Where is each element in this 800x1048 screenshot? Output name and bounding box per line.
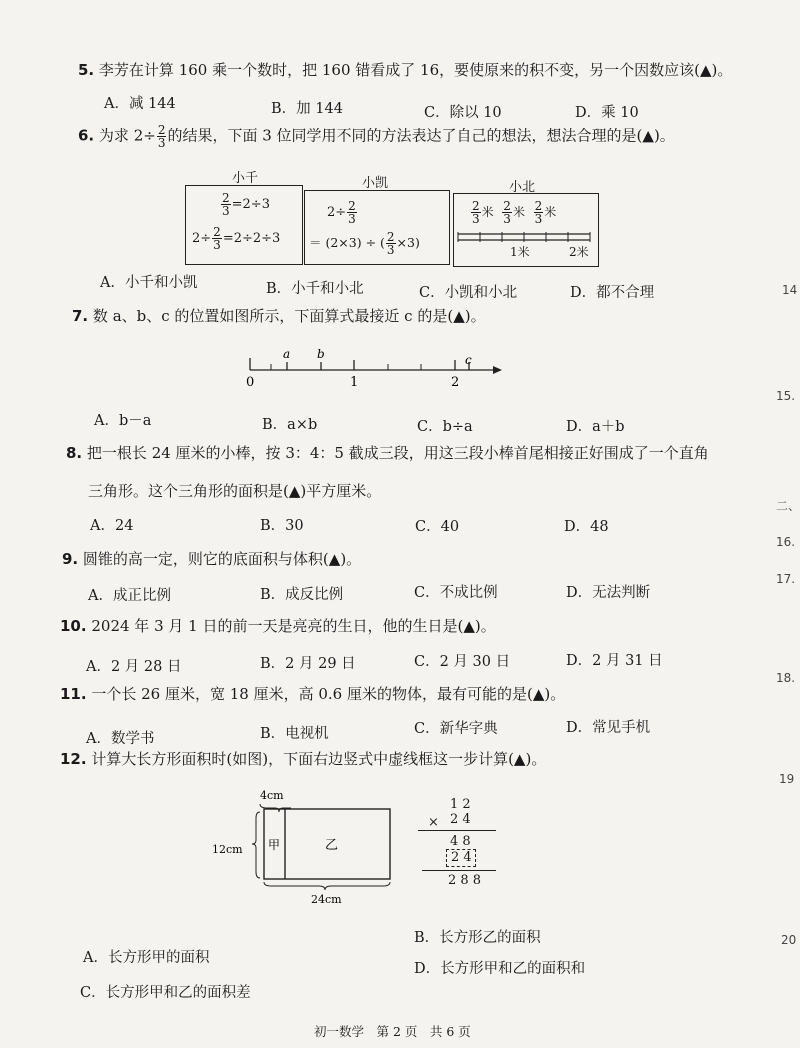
question-number: 12.: [60, 750, 87, 768]
mult-row-4: 2 4: [451, 850, 472, 865]
option-c: C．40: [415, 519, 460, 535]
question-number: 11.: [60, 685, 87, 703]
question-text: 计算大长方形面积时(如图)，下面右边竖式中虚线框这一步计算(: [91, 750, 514, 768]
option-d: D．48: [564, 519, 609, 535]
question-7: [72, 305, 486, 326]
question-number: 8.: [66, 444, 83, 462]
option-a: A．数学书: [86, 731, 155, 747]
question-10: [60, 615, 496, 636]
question-9: [62, 548, 361, 569]
margin-mark: 19: [779, 772, 795, 786]
page-footer: 初一数学 第 2 页 共 6 页: [314, 1024, 471, 1039]
question-text: 李芳在计算 160 乘一个数时，把 160 错看成了 16，要使原来的积不变，另一个因数应该(: [98, 61, 700, 79]
option-c: C．长方形甲和乙的面积差: [80, 985, 251, 1001]
option-b: B．a×b: [262, 417, 318, 433]
tick-label-2: 2: [451, 375, 460, 390]
point-a-label: a: [283, 347, 291, 361]
xiaobei-scale-1m: 1米: [510, 245, 530, 259]
margin-mark: 15.: [776, 389, 796, 403]
tick-label-1: 1: [350, 375, 359, 390]
option-d: D．常见手机: [566, 720, 651, 736]
question-text: 的结果，下面 3 位同学用不同的方法表达了自己的想法，想法合理的是(: [167, 126, 643, 145]
option-b: B．30: [260, 518, 304, 534]
mult-row-5: 2 8 8: [448, 873, 482, 888]
question-11: [60, 683, 565, 704]
xiaokai-box: [304, 190, 450, 265]
question-number: 10.: [60, 617, 87, 635]
option-b: B．成反比例: [260, 587, 344, 603]
margin-mark: 20: [781, 933, 797, 947]
option-a: A．b－a: [94, 413, 152, 429]
answer-mark: ▲: [328, 550, 341, 568]
option-c: C．b÷a: [417, 419, 473, 435]
box-title-xiaokai: 小凯: [362, 176, 389, 191]
xiaokai-line-1: 2÷ $\frac{2}{3}$: [327, 199, 356, 226]
option-a: A．成正比例: [88, 588, 171, 604]
option-c: C．不成比例: [414, 585, 498, 601]
option-c: C．小凯和小北: [419, 285, 518, 301]
point-b-label: b: [317, 347, 325, 361]
tick-label-0: 0: [246, 375, 255, 390]
label-yi: 乙: [325, 838, 339, 853]
label-jia: 甲: [268, 838, 281, 852]
mult-line-1: [418, 830, 496, 831]
box-title-xiaoqian: 小千: [232, 171, 259, 186]
label-12cm: 12cm: [212, 843, 243, 856]
question-text-end: )。: [340, 550, 362, 568]
question-number: 5.: [78, 61, 95, 79]
label-4cm: 4cm: [260, 789, 284, 802]
answer-mark: ▲: [453, 307, 465, 325]
question-12: [60, 748, 546, 769]
option-b: B．2 月 29 日: [260, 656, 356, 672]
option-d: D．乘 10: [575, 105, 639, 121]
question-6: [78, 124, 675, 149]
question-text: 圆锥的高一定，则它的底面积与体积(: [82, 550, 329, 568]
answer-mark: ▲: [642, 126, 654, 145]
option-a: A．小千和小凯: [100, 275, 198, 291]
option-b: B．电视机: [260, 726, 329, 742]
question-text: 2024 年 3 月 1 日的前一天是亮亮的生日，他的生日是(: [91, 617, 464, 635]
option-b: B．长方形乙的面积: [414, 930, 541, 946]
xiaobei-box: [453, 193, 599, 267]
question-5: [78, 59, 732, 80]
xiaobei-segments: $\frac{2}{3}$ 米 $\frac{2}{3}$ 米 $\frac{2}{3}$ 米: [472, 199, 557, 226]
option-d: D．都不合理: [570, 285, 655, 301]
mult-sign: ×: [428, 815, 439, 830]
box-title-xiaobei: 小北: [509, 180, 536, 195]
margin-mark: 二、: [776, 499, 800, 513]
margin-mark: 17.: [776, 572, 796, 586]
mult-row-1: 1 2: [450, 797, 471, 812]
question-text-end: )。: [474, 617, 496, 635]
question-text-end: )。: [653, 126, 675, 145]
option-d: D．无法判断: [566, 585, 651, 601]
answer-mark: ▲: [463, 617, 475, 635]
question-text-end: )。: [711, 61, 733, 79]
question-number: 7.: [72, 307, 89, 325]
q7-number-line: [240, 344, 510, 390]
option-c: C．新华字典: [414, 721, 498, 737]
answer-mark: ▲: [532, 685, 545, 703]
option-a: A．长方形甲的面积: [83, 950, 210, 966]
question-8-line-2: 三角形。这个三角形的面积是(▲)平方厘米。: [88, 482, 382, 500]
fraction: $\frac{2}{3}$: [157, 123, 166, 150]
question-number: 9.: [62, 550, 79, 568]
answer-mark: ▲: [513, 750, 526, 768]
question-text: 数 a、b、c 的位置如图所示，下面算式最接近 c 的是(: [92, 307, 454, 325]
question-number: 6.: [78, 126, 95, 145]
question-8: [66, 442, 709, 463]
margin-mark: 14: [782, 283, 798, 297]
option-d: D．2 月 31 日: [566, 653, 663, 669]
vertical-multiplication: [418, 797, 498, 889]
option-a: A．减 144: [104, 96, 176, 112]
rectangle-figure: [205, 786, 405, 908]
xiaoqian-line-2: 2÷ $\frac{2}{3}$ =2÷2÷3: [192, 225, 281, 252]
question-text: 一个长 26 厘米，宽 18 厘米，高 0.6 厘米的物体，最有可能的是(: [91, 685, 533, 703]
mult-row-3: 4 8: [450, 834, 471, 849]
answer-mark: ▲: [288, 482, 301, 500]
option-b: B．小千和小北: [266, 281, 364, 297]
xiaoqian-box: [185, 185, 303, 265]
point-c-label: c: [465, 353, 472, 367]
option-c: C．2 月 30 日: [414, 654, 511, 670]
question-text-end: )。: [464, 307, 486, 325]
option-b: B．加 144: [271, 101, 343, 117]
xiaoqian-line-1: $\frac{2}{3}$ =2÷3: [222, 191, 270, 218]
mult-line-2: [422, 870, 496, 871]
question-text-end: )。: [544, 685, 566, 703]
dashed-box: [446, 849, 476, 867]
margin-mark: 16.: [776, 535, 796, 549]
margin-mark: 18.: [776, 671, 796, 685]
option-d: D．长方形甲和乙的面积和: [414, 961, 586, 977]
question-text: 把一根长 24 厘米的小棒，按 3：4：5 截成三段，用这三段小棒首尾相接正好围成了一个直角: [86, 444, 709, 462]
option-a: A．2 月 28 日: [86, 659, 182, 675]
option-c: C．除以 10: [424, 105, 502, 121]
answer-mark: ▲: [699, 61, 712, 79]
label-24cm: 24cm: [311, 893, 342, 906]
mult-row-2: 2 4: [450, 812, 471, 827]
xiaokai-line-2: ＝ (2×3) ÷ ( $\frac{2}{3}$ ×3): [309, 230, 420, 257]
question-text-end: )。: [525, 750, 547, 768]
xiaobei-number-line: [458, 230, 592, 244]
xiaobei-scale-2m: 2米: [569, 245, 589, 259]
question-text: 为求 2÷: [98, 126, 156, 145]
option-a: A．24: [90, 518, 134, 534]
option-d: D．a＋b: [566, 419, 625, 435]
